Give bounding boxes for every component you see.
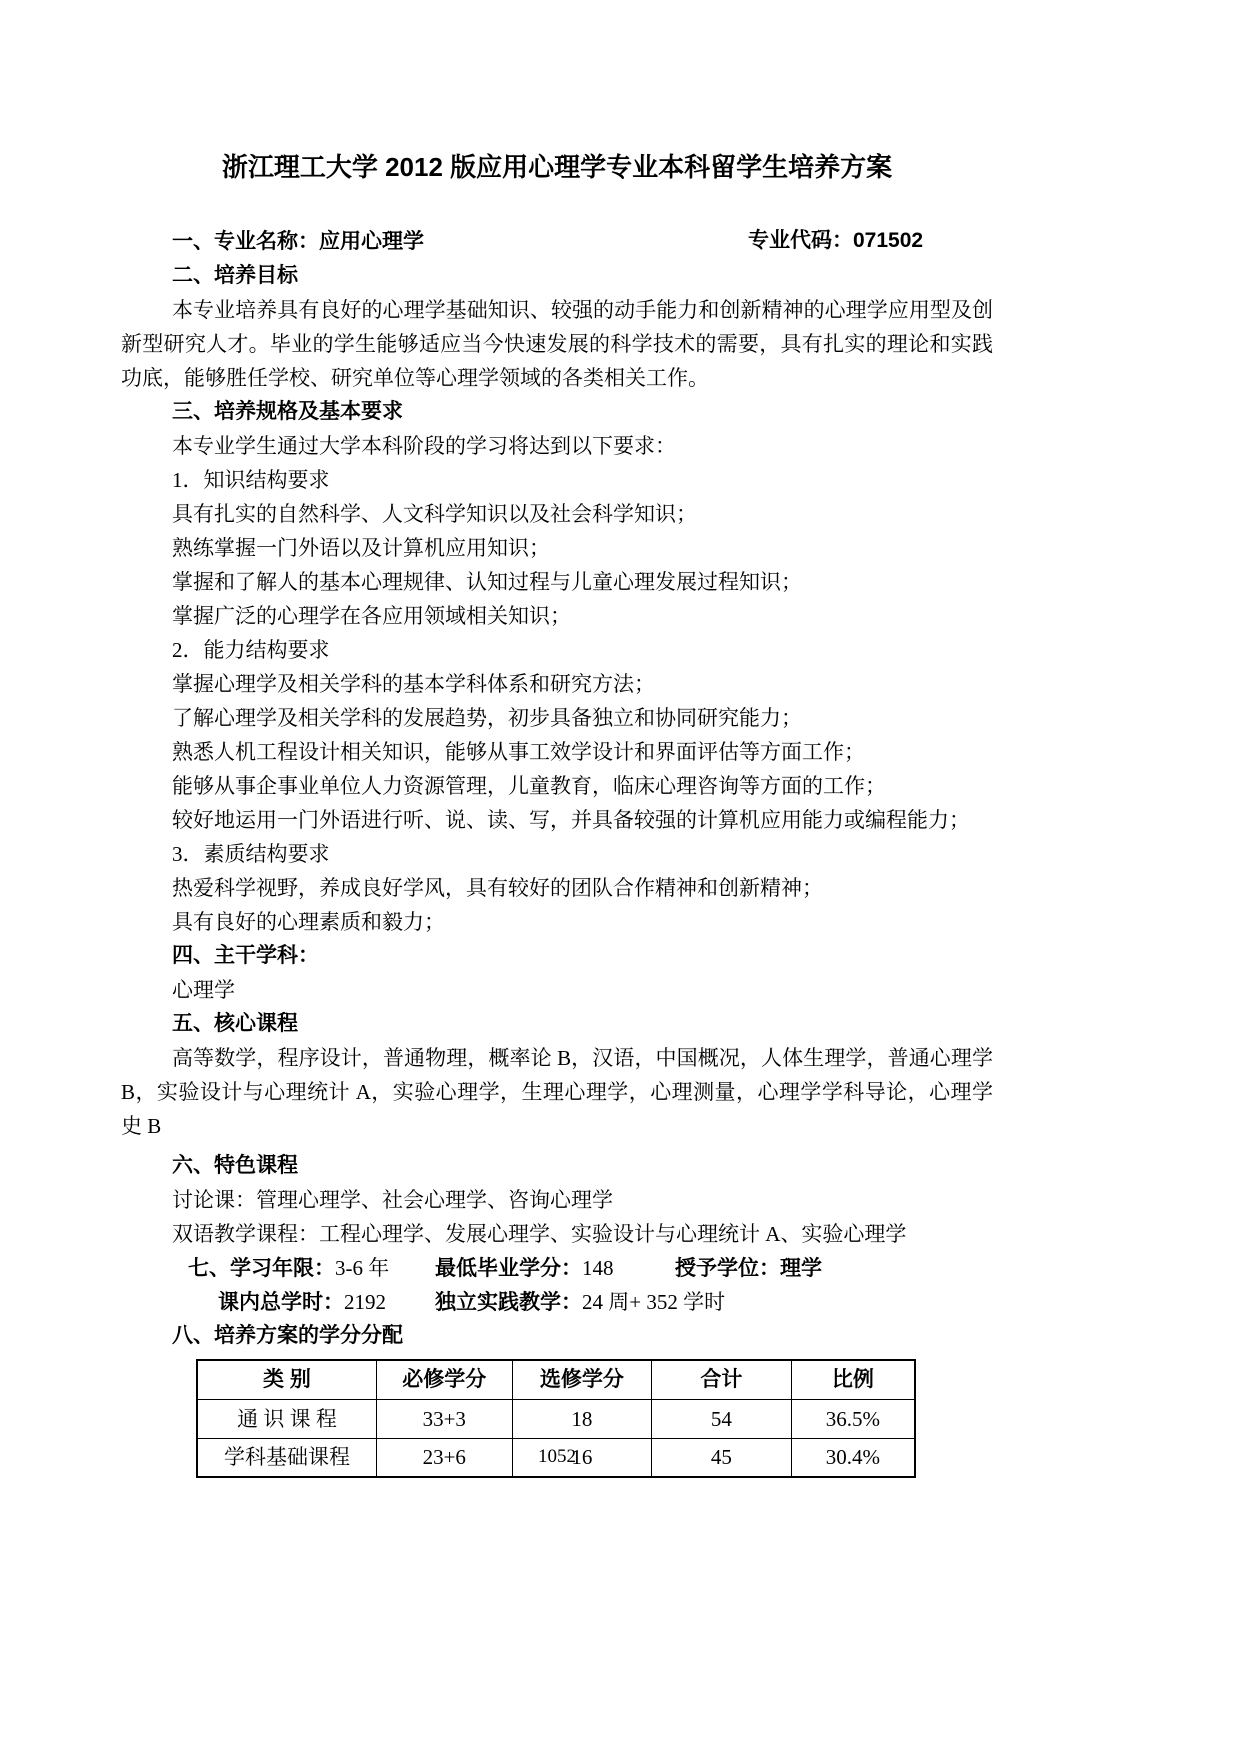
table-cell: 54 [652,1399,792,1438]
document-body [121,224,993,1478]
table-cell: 30.4% [791,1438,915,1477]
table-header-cell: 必修学分 [376,1360,512,1399]
table-cell: 33+3 [376,1399,512,1438]
section-3-heading: 三、培养规格及基本要求 [172,400,403,423]
min-credits-value: 148 [582,1256,614,1280]
requirement-line: 掌握广泛的心理学在各应用领域相关知识； [172,604,571,628]
section-4-content: 心理学 [172,978,235,1002]
table-cell: 通 识 课 程 [197,1399,376,1438]
min-credits [435,1251,614,1286]
subsection-heading: 1．知识结构要求 [172,468,330,492]
table-cell: 45 [652,1438,792,1477]
section-1-heading: 一、专业名称：应用心理学 [172,230,424,253]
total-hours-label: 课内总学时： [218,1291,344,1314]
table-cell: 23+6 [376,1438,512,1477]
total-hours [218,1285,386,1320]
section-5-paragraph: 高等数学，程序设计，普通物理，概率论 B，汉语，中国概况，人体生理学，普通心理学 B，实验设计与心理统计 A，实验心理学，生理心理学，心理测量，心理学学科导论，心理学史 B [121,1046,993,1138]
practice-teaching-label: 独立实践教学： [435,1291,582,1314]
subsection-heading: 2．能力结构要求 [172,638,330,662]
section-6-heading: 六、特色课程 [172,1154,298,1177]
min-credits-label: 最低毕业学分： [435,1257,582,1280]
table-cell: 36.5% [791,1399,915,1438]
practice-teaching [435,1285,725,1320]
page-number: 1052 [538,1446,576,1467]
subsection-heading: 3．素质结构要求 [172,842,330,866]
requirement-line: 掌握和了解人的基本心理规律、认知过程与儿童心理发展过程知识； [172,570,802,594]
major-code: 专业代码：071502 [748,229,924,252]
study-duration-value: 3-6 年 [335,1256,390,1280]
table-row [197,1399,915,1438]
table-header-row [197,1360,915,1399]
study-duration [188,1251,389,1286]
practice-teaching-value: 24 周+ 352 学时 [582,1290,726,1314]
requirement-line: 熟练掌握一门外语以及计算机应用知识； [172,536,550,560]
table-cell: 16 [512,1438,652,1477]
requirement-line: 熟悉人机工程设计相关知识，能够从事工效学设计和界面评估等方面工作； [172,740,865,764]
section-7-row-2 [121,1285,993,1319]
table-header-cell: 选修学分 [512,1360,652,1399]
section-5-heading: 五、核心课程 [172,1012,298,1035]
requirement-line: 具有良好的心理素质和毅力； [172,910,445,934]
section-7-row-1 [121,1251,993,1285]
requirement-line: 较好地运用一门外语进行听、说、读、写，并具备较强的计算机应用能力或编程能力； [172,808,970,832]
document-title: 浙江理工大学 2012 版应用心理学专业本科留学生培养方案 [221,152,893,182]
table-cell: 学科基础课程 [197,1438,376,1477]
degree-value: 理学 [780,1257,822,1280]
table-header-cell: 比例 [791,1360,915,1399]
section-2-paragraph: 本专业培养具有良好的心理学基础知识、较强的动手能力和创新精神的心理学应用型及创新型研究人才。毕业的学生能够适应当今快速发展的科学技术的需要，具有扎实的理论和实践功底，能够胜任学校、研究单位等心理学领域的各类相关工作。 [121,298,993,390]
section-6-line: 讨论课：管理心理学、社会心理学、咨询心理学 [172,1188,613,1212]
section-6-line: 双语教学课程：工程心理学、发展心理学、实验设计与心理统计 A、实验心理学 [172,1222,907,1246]
table-header-cell: 类 别 [197,1360,376,1399]
section-2-heading: 二、培养目标 [172,264,298,287]
requirement-line: 具有扎实的自然科学、人文科学知识以及社会科学知识； [172,502,697,526]
study-duration-label: 七、学习年限： [188,1257,335,1280]
requirement-line: 热爱科学视野，养成良好学风，具有较好的团队合作精神和创新精神； [172,876,823,900]
section-8-heading: 八、培养方案的学分分配 [172,1324,403,1347]
table-header-cell: 合计 [652,1360,792,1399]
degree-label: 授予学位： [675,1257,780,1280]
table-cell: 18 [512,1399,652,1438]
section-1-row [121,224,993,259]
degree [675,1251,822,1286]
requirement-line: 了解心理学及相关学科的发展趋势，初步具备独立和协同研究能力； [172,706,802,730]
requirement-line: 掌握心理学及相关学科的基本学科体系和研究方法； [172,672,655,696]
section-4-heading: 四、主干学科： [172,944,319,967]
total-hours-value: 2192 [344,1290,386,1314]
section-3-intro: 本专业学生通过大学本科阶段的学习将达到以下要求： [172,434,676,458]
requirement-line: 能够从事企事业单位人力资源管理，儿童教育，临床心理咨询等方面的工作； [172,774,886,798]
